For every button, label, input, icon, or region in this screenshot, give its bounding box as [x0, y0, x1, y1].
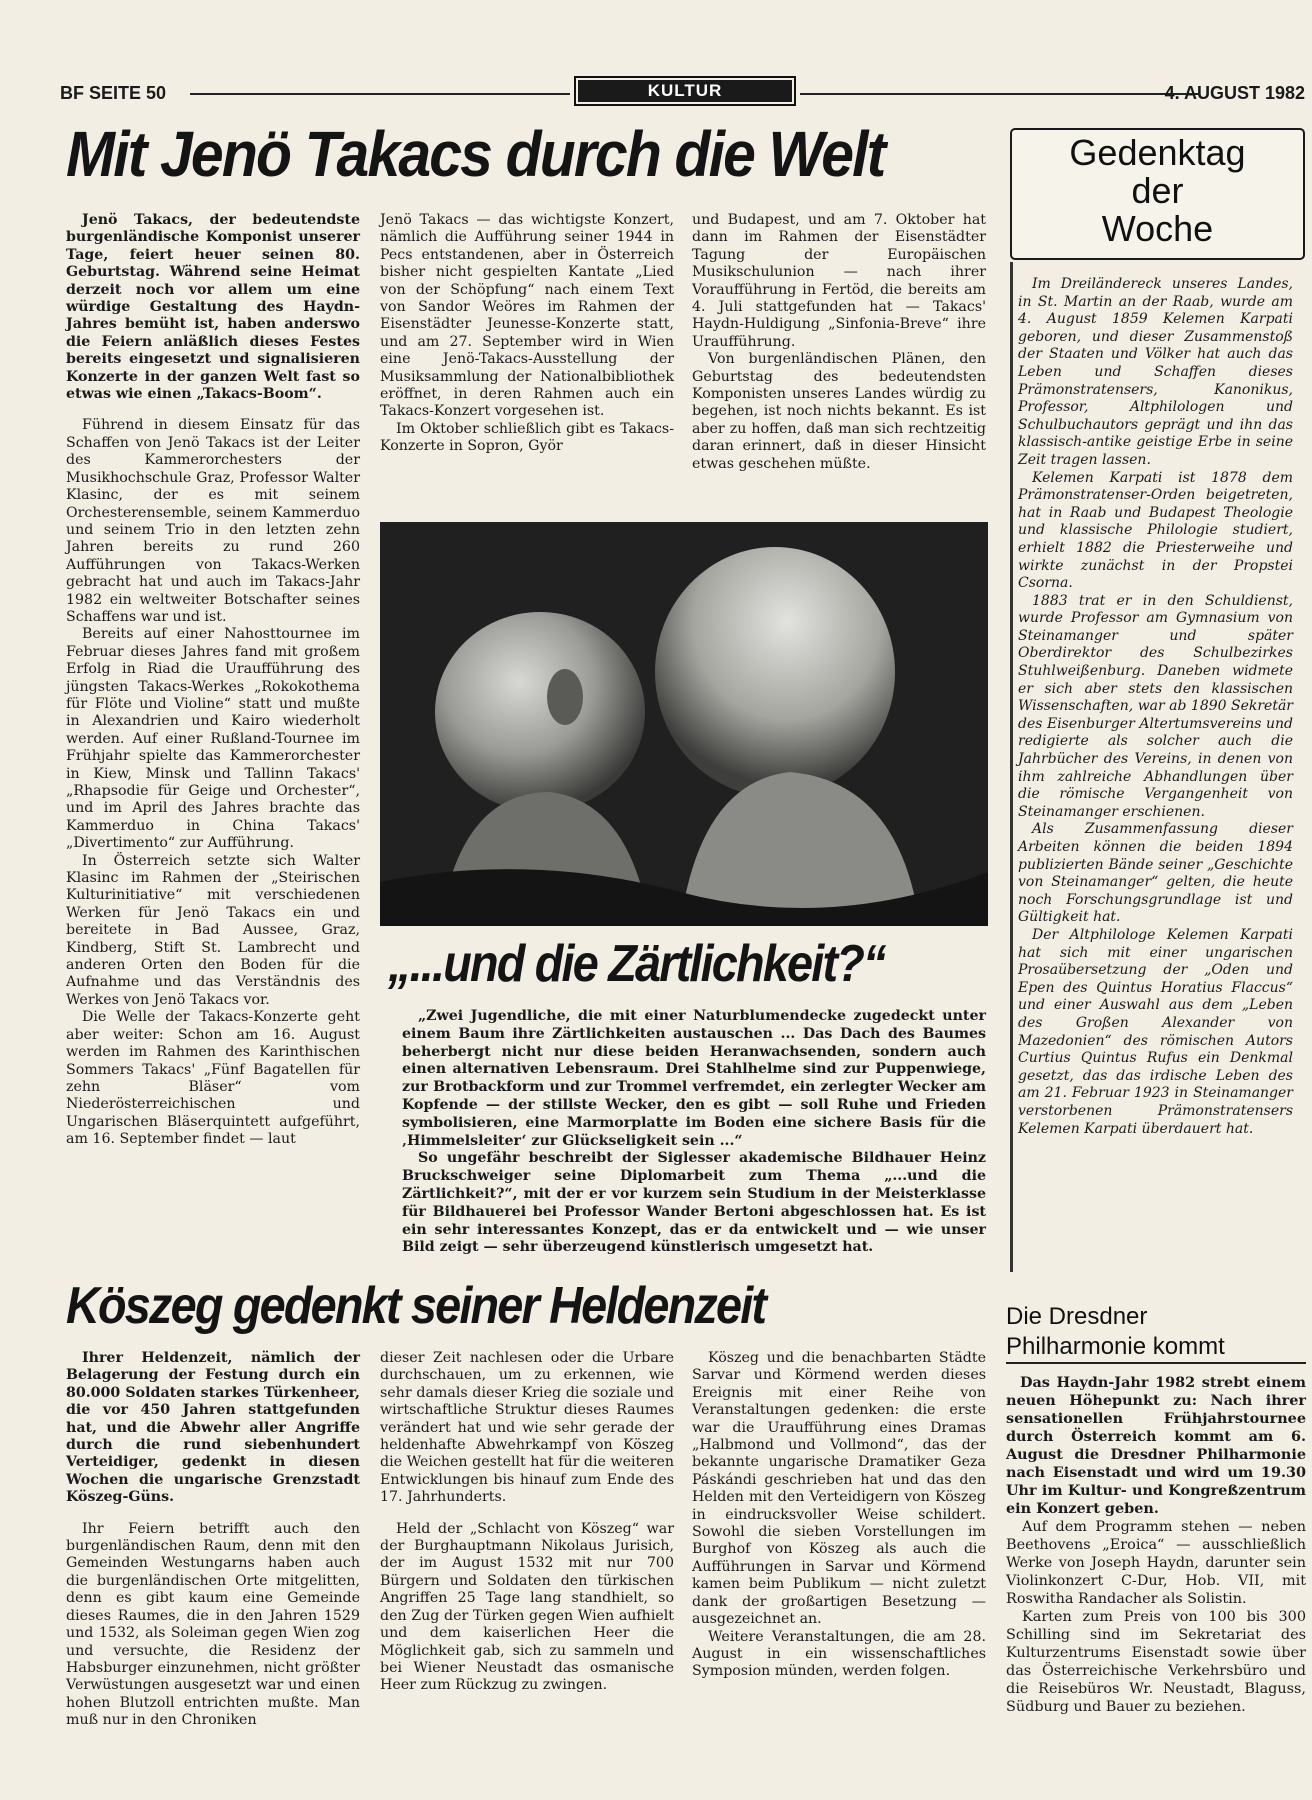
paragraph: Auf dem Programm stehen — neben Beethovens „Eroica“ — ausschließlich Werke von Joseph Haydn, darunter sein Violinkonzert C-Dur, Hob. VII, mit Roswitha Randacher als Solistin.	[1006, 1519, 1306, 1607]
paragraph: Führend in diesem Einsatz für das Schaffen von Jenö Takacs ist der Leiter des Kammerorchesters der Musikhochschule Graz, Professor Walter Klasinc, der es mit seinem Orchesterensemble, seinem Kammerduo und seinem Trio in den letzten zehn Jahren bereits zu rund 260 Aufführungen von Takacs-Werken gebracht hat und auch im Takacs-Jahr 1982 ein weltweiter Botschafter seines Schaffens war und ist.	[66, 417, 360, 625]
paragraph: Im Dreiländereck unseres Landes, in St. Martin an der Raab, wurde am 4. August 1859 Kelemen Karpati geboren, und dieser Zusammenstoß der Staaten und Völker hat auch das Leben und Schaffen dieses Prämonstratensers, Kanonikus, Professor, Altphilologen und Schulbuchautors geprägt und ihn das klassisch-antike geistige Erbe in seine Zeit tragen lassen.	[1018, 276, 1293, 468]
header-rule-left	[190, 93, 570, 95]
header-rule-right	[800, 93, 1200, 95]
sidebar-rule	[1010, 262, 1013, 1272]
gedenktag-title-line: der	[1131, 170, 1184, 211]
koeszeg-column-2	[380, 1350, 674, 1695]
koeszeg-column-1	[66, 1350, 360, 1730]
paragraph: Held der „Schlacht von Köszeg“ war der Burghauptmann Nikolaus Jurisich, der im August 1532 mit nur 700 Bürgern und Soldaten den türkischen Angriffen 25 Tage lang standhielt, so den Zug der Türken gegen Wien aufhielt und dem kaiserlichen Heer die Möglichkeit gab, sich zu sammeln und bei Wiener Neustadt das osmanische Heer zum Rückzug zu zwingen.	[380, 1520, 674, 1694]
gedenktag-title-box	[1010, 128, 1305, 260]
paragraph: „Zwei Jugendliche, die mit einer Naturblumendecke zugedeckt unter einem Baum ihre Zärtlichkeiten austauschen ... Das Dach des Baumes beherbergt nicht nur diese beiden Heranwachsenden, sondern auch einen alternativen Lebensraum. Drei Stahlhelme sind zur Puppenwiege, zur Brotbackform und zur Trommel verfremdet, ein zerlegter Wecker am Kopfende — der stillste Wecker, den es gibt — soll Ruhe und Frieden symbolisieren, eine Marmorplatte im Boden eine sichere Basis für die ‚Himmelsleiter‘ zur Glückseligkeit sein ...“	[402, 1008, 986, 1149]
dresden-text	[1006, 1374, 1306, 1716]
dresden-title	[1006, 1302, 1306, 1364]
paragraph: Bereits auf einer Nahosttournee im Februar dieses Jahres fand mit großem Erfolg in Riad die Uraufführung des jüngsten Takacs-Werkes „Rokokothema für Flöte und Violine“ statt und mußte in Alexandrien und Kairo wiederholt werden. Auf einer Rußland-Tournee im Frühjahr spielte das Kammerorchester in Kiew, Minsk und Tallinn Takacs' „Rhapsodie für Geige und Orchester“, und im April des Jahres brachte das Kammerduo in China Takacs' „Divertimento“ zur Aufführung.	[66, 626, 360, 852]
paragraph: Die Welle der Takacs-Konzerte geht aber weiter: Schon am 16. August werden im Rahmen des Karinthischen Sommers Takacs' „Fünf Bagatellen für zehn Bläser“ vom Niederösterreichischen und Ungarischen Bläserquintett aufgeführt, am 16. September findet — laut	[66, 1009, 360, 1148]
zaertlichkeit-text	[402, 1008, 986, 1257]
gedenktag-text	[1018, 276, 1293, 1138]
takacs-column-2	[380, 212, 674, 456]
paragraph: Kelemen Karpati ist 1878 dem Prämonstratenser-Orden beigetreten, hat in Raab und Budapest Theologie und klassische Philologie studiert, erhielt 1882 die Priesterweihe und wirkte zunächst in der Propstei Csorna.	[1018, 469, 1293, 592]
paragraph: Weitere Veranstaltungen, die am 28. August in ein wissenschaftliches Symposion münden, werden folgen.	[692, 1628, 986, 1680]
section-label-box	[574, 76, 796, 106]
paragraph: Köszeg und die benachbarten Städte Sarvar und Körmend werden dieses Ereignis mit einer Reihe von Veranstaltungen gedenken: die erste war die Uraufführung eines Dramas „Halbmond und Vollmond“, das der bekannte ungarische Dramatiker Geza Páskándi geschrieben hat und das den Helden mit den Verteidigern von Köszeg in eindrucksvoller Weise schildert. Sowohl die sieben Vorstellungen im Burghof von Köszeg als auch die Aufführungen in Sarvar und Körmend kamen beim Publikum — nicht zuletzt dank der großartigen Besetzung — ausgezeichnet an.	[692, 1350, 986, 1628]
sculpture-figures-image	[380, 522, 988, 926]
section-label: KULTUR	[578, 80, 792, 102]
headline-takacs: Mit Jenö Takacs durch die Welt	[66, 118, 885, 190]
headline-zaertlichkeit: „...und die Zärtlichkeit?“	[388, 935, 885, 993]
paragraph: dieser Zeit nachlesen oder die Urbare durchschauen, um zu erkennen, wie sehr damals dieser Krieg die soziale und wirtschaftliche Struktur dieses Raumes verändert hat und wie sehr gerade der heldenhafte Abwehrkampf von Köszeg die Weichen gestellt hat für die weiteren Entwicklungen bis hinauf zum Ende des 17. Jahrhunderts.	[380, 1350, 674, 1506]
dresden-lead: Das Haydn-Jahr 1982 strebt einem neuen Höhepunkt zu: Nach ihrer sensationellen Frühjahrstournee durch Österreich kommt am 6. August die Dresdner Philharmonie nach Eisenstadt und wird um 19.30 Uhr im Kultur- und Kongreßzentrum ein Konzert geben.	[1006, 1374, 1306, 1517]
paragraph: Als Zusammenfassung dieser Arbeiten können die beiden 1894 publizierten Bände seiner „Geschichte von Steinamanger“ gelten, die heute noch Forschungsgrundlage ist und Gültigkeit hat.	[1018, 821, 1293, 926]
paragraph: Der Altphilologe Kelemen Karpati hat sich mit einer ungarischen Prosaübersetzung der „Oden und Epen des Quintus Horatius Flaccus“ und einer Auswahl aus dem „Leben des Großen Alexander von Mazedonien“ des römischen Autors Curtius Quintus Rufus ein Denkmal gesetzt, das das irdische Leben des am 21. Februar 1923 in Steinamanger verstorbenen Prämonstratensers Kelemen Karpati überdauert hat.	[1018, 926, 1293, 1137]
koeszeg-lead: Ihrer Heldenzeit, nämlich der Belagerung der Festung durch ein 80.000 Soldaten starkes Türkenheer, die vor 450 Jahren stattgefunden hat, und die Abwehr aller Angriffe durch die rund siebenhundert Verteidiger, gedenkt in diesen Wochen die ungarische Grenzstadt Köszeg-Güns.	[66, 1350, 360, 1506]
issue-date: 4. AUGUST 1982	[1164, 83, 1305, 103]
headline-koeszeg: Köszeg gedenkt seiner Heldenzeit	[66, 1277, 766, 1335]
paragraph: Jenö Takacs — das wichtigste Konzert, nämlich die Aufführung seiner 1944 in Pecs entstandenen, aber in Österreich bisher nicht gespielten Kantate „Lied von der Schöpfung“ nach einem Text von Sandor Weöres im Rahmen der Eisenstädter Jeunesse-Konzerte statt, und am 27. September wird in Wien eine Jenö-Takacs-Ausstellung der Musiksammlung der Nationalbibliothek eröffnet, in deren Rahmen auch ein Takacs-Konzert vorgesehen ist.	[380, 212, 674, 420]
takacs-lead: Jenö Takacs, der bedeutendste burgenländische Komponist unserer Tage, feiert heuer seinen 80. Geburtstag. Während seine Heimat derzeit noch vor allem um eine würdige Gestaltung des Haydn-Jahres bemüht ist, haben anderswo die Feiern anläßlich dieses Festes bereits eingesetzt und signalisieren Konzerte in der ganzen Welt fast so etwas wie einen „Takacs-Boom“.	[66, 212, 360, 403]
paragraph: So ungefähr beschreibt der Siglesser akademische Bildhauer Heinz Bruckschweiger seine Diplomarbeit zum Thema „...und die Zärtlichkeit?“, mit der er vor kurzem sein Studium in der Meisterklasse für Bildhauerei bei Professor Wander Bertoni abgeschlossen hat. Es ist ein sehr interessantes Konzept, das er da entwickelt und — wie unser Bild zeigt — sehr überzeugend künstlerisch umgesetzt hat.	[402, 1150, 986, 1256]
dresden-title-line: Philharmonie kommt	[1006, 1332, 1306, 1364]
paragraph: Im Oktober schließlich gibt es Takacs-Konzerte in Sopron, Györ	[380, 420, 674, 455]
paragraph: und Budapest, und am 7. Oktober hat dann im Rahmen der Eisenstädter Tagung der Europäischen Musikschulunion — nach ihrer Voraufführung in Fertöd, die bereits am 4. Juli stattgefunden hat — Takacs' Haydn-Huldigung „Sinfonia-Breve“ ihre Uraufführung.	[692, 212, 986, 350]
gedenktag-title-line: Gedenktag	[1069, 132, 1246, 173]
takacs-column-3	[692, 212, 986, 473]
sculpture-photo	[380, 522, 988, 926]
paragraph: Von burgenländischen Plänen, den Geburtstag des bedeutendsten Komponisten unseres Landes würdig zu begehen, ist noch nichts bekannt. Es ist aber zu hoffen, daß man sich rechtzeitig daran erinnert, daß in dieser Hinsicht etwas geschehen müßte.	[692, 351, 986, 472]
koeszeg-column-3	[692, 1350, 986, 1681]
paragraph: Ihr Feiern betrifft auch den burgenländischen Raum, denn mit den Gemeinden Westungarns haben auch die burgenländischen Orte mitgelitten, denn es gibt kaum eine Gemeinde dieses Raumes, die in den Jahren 1529 und 1532, als Soleiman gegen Wien zog und versuchte, die Residenz der Habsburger einzunehmen, nicht größter Verwüstungen ausgesetzt war und einen hohen Blutzoll entrichten mußte. Man muß nur in den Chroniken	[66, 1520, 360, 1729]
page-header	[60, 76, 1305, 110]
takacs-column-1	[66, 212, 360, 1149]
page-label: BF SEITE 50	[60, 83, 167, 103]
gedenktag-title-line: Woche	[1101, 208, 1214, 249]
dresden-title-line: Die Dresdner	[1006, 1303, 1148, 1330]
paragraph: Karten zum Preis von 100 bis 300 Schilling sind im Sekretariat des Kulturzentrums Eisenstadt sowie über das Österreichische Verkehrsbüro und die Reisebüros Wr. Neustadt, Blaguss, Südburg und Bauer zu beziehen.	[1006, 1609, 1306, 1715]
paragraph: In Österreich setzte sich Walter Klasinc im Rahmen der „Steirischen Kulturinitiative“ mit verschiedenen Werken für Jenö Takacs ein und bereitete in Bad Aussee, Graz, Kindberg, Stift St. Lambrecht und anderen Orten den Boden für die Aufnahme und das Verständnis des Werkes von Jenö Takacs vor.	[66, 852, 360, 1008]
paragraph: 1883 trat er in den Schuldienst, wurde Professor am Gymnasium von Steinamanger und später Oberdirektor des Schulbezirkes Stuhlweißenburg. Daneben widmete er sich aber stets den klassischen Wissenschaften, war ab 1890 Sekretär des Eisenburger Altertumsvereins und redigierte als solcher auch die Jahrbücher des Vereins, in denen von ihm zahlreiche Abhandlungen über die römische Vergangenheit von Steinamanger erschienen.	[1018, 592, 1294, 820]
